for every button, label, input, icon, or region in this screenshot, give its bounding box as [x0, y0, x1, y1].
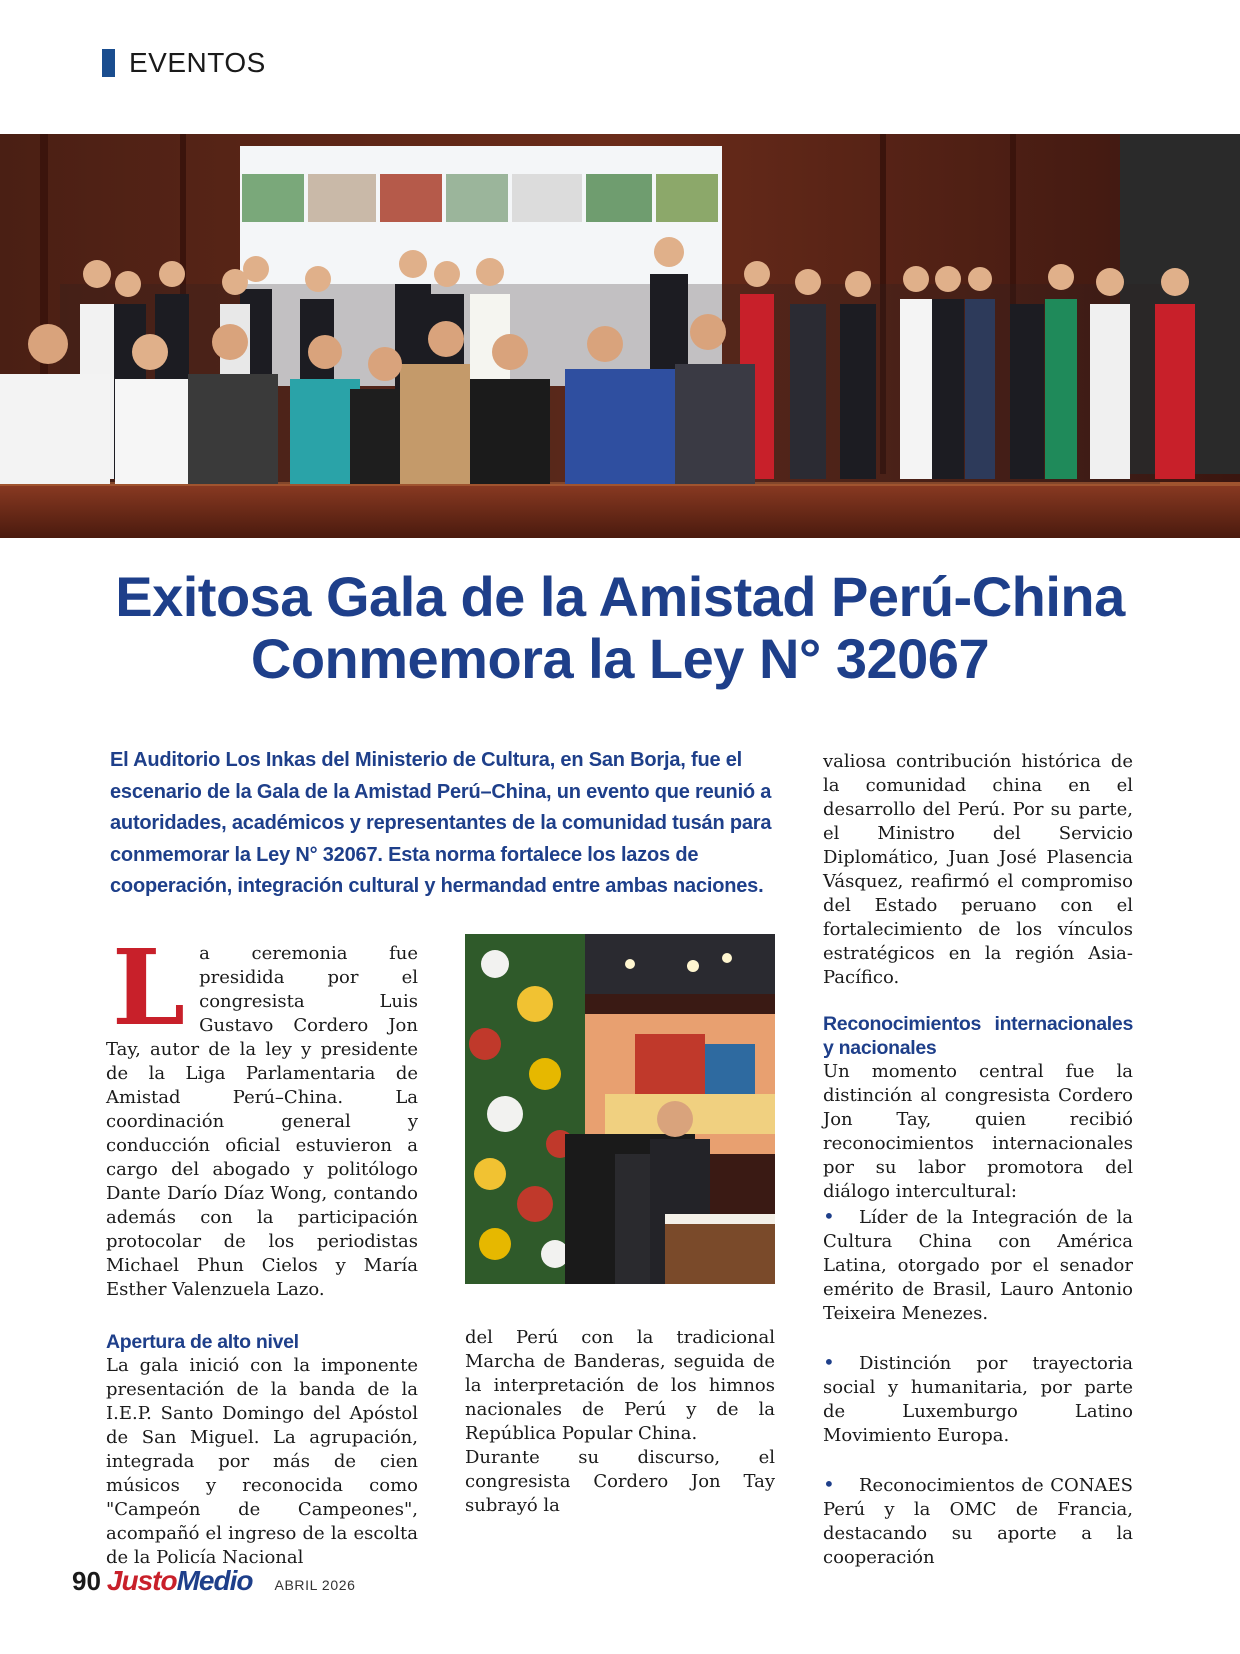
body-paragraph-2: La gala inició con la imponente presentación de la banda de la I.E.P. Santo Domingo del Apóstol de San Miguel. La agrupación, integrada por más de cien músicos y reconocida como "Campeón de Campeones", acompañó el ingreso de la escolta de la Policía Nacional — [106, 1355, 418, 1568]
subhead-apertura: Apertura de alto nivel — [106, 1331, 299, 1353]
group-photo-illustration — [0, 134, 1240, 538]
section-tag — [102, 48, 266, 78]
headline — [60, 566, 1180, 690]
page-footer — [72, 1565, 355, 1597]
brand-logo-part-2: Medio — [176, 1565, 253, 1596]
column-3 — [823, 750, 1133, 1570]
subhead-reconocimientos: Reconocimientos internacionales y nacionales — [823, 1013, 1133, 1059]
column-2 — [465, 1326, 775, 1518]
body-paragraph-3: del Perú con la tradicional Marcha de Banderas, seguida de la interpretación de los himnos nacionales de Perú y de la República Popular China. — [465, 1327, 775, 1444]
bullet-item-3-text: Reconocimientos de CONAES Perú y la OMC de Francia, destacando su aporte a la cooperación — [823, 1475, 1133, 1568]
bullet-item-2 — [823, 1350, 1133, 1448]
body-paragraph-1-text: a ceremonia fue presidida por el congresista Luis Gustavo Cordero Jon Tay, autor de la ley y presidente de la Liga Parlamentaria de Amistad Perú–China. La coordinación general y conducción oficial estuvieron a cargo del abogado y politólogo Dante Darío Díaz Wong, contando además con la participación protocolar de los periodistas Michael Phun Cielos y María Esther Valenzuela Lazo. — [106, 943, 418, 1300]
bullet-dot-icon: • — [823, 1472, 835, 1496]
bullet-dot-icon: • — [823, 1350, 835, 1374]
body-paragraph-1 — [106, 926, 418, 1302]
bullet-dot-icon: • — [823, 1204, 835, 1228]
bullet-item-1-text: Líder de la Integración de la Cultura China con América Latina, otorgado por el senador emérito de Brasil, Lauro Antonio Teixeira Menezes. — [823, 1207, 1133, 1324]
headline-line-1: Exitosa Gala de la Amistad Perú-China — [115, 565, 1125, 628]
bullet-item-1 — [823, 1204, 1133, 1326]
body-paragraph-4: Durante su discurso, el congresista Cordero Jon Tay subrayó la — [465, 1447, 775, 1516]
body-paragraph-5: valiosa contribución histórica de la comunidad china en el desarrollo del Perú. Por su parte, el Ministro del Servicio Diplomático, Juan José Plasencia Vásquez, reafirmó el compromiso del Estado peruano con el fortalecimiento de los vínculos estratégicos en la región Asia-Pacífico. — [823, 751, 1133, 988]
section-tag-bar — [102, 49, 115, 77]
section-label: EVENTOS — [129, 47, 266, 78]
column-1 — [106, 926, 418, 1570]
page-number: 90 — [72, 1566, 101, 1596]
body-paragraph-6: Un momento central fue la distinción al congresista Cordero Jon Tay, quien recibió reconocimientos internacionales por su labor promotora del diálogo intercultural: — [823, 1061, 1133, 1202]
headline-line-2: Conmemora la Ley N° 32067 — [250, 627, 990, 690]
issue-date: ABRIL 2026 — [274, 1577, 356, 1593]
hero-photo — [0, 134, 1240, 538]
lead-paragraph: El Auditorio Los Inkas del Ministerio de Cultura, en San Borja, fue el escenario de la Gala de la Amistad Perú–China, un evento que reunió a autoridades, académicos y representantes de la comunidad tusán para conmemorar la Ley N° 32067. Esta norma fortalece los lazos de cooperación, integración cultural y hermandad entre ambas naciones. — [110, 749, 772, 897]
drop-cap: L — [112, 926, 186, 1049]
brand-logo-part-1: Justo — [106, 1565, 177, 1596]
inset-photo — [465, 934, 775, 1284]
bullet-item-3 — [823, 1472, 1133, 1570]
speaker-photo-illustration — [465, 934, 775, 1284]
bullet-item-2-text: Distinción por trayectoria social y humanitaria, por parte de Luxemburgo Latino Movimiento Europa. — [823, 1353, 1133, 1446]
